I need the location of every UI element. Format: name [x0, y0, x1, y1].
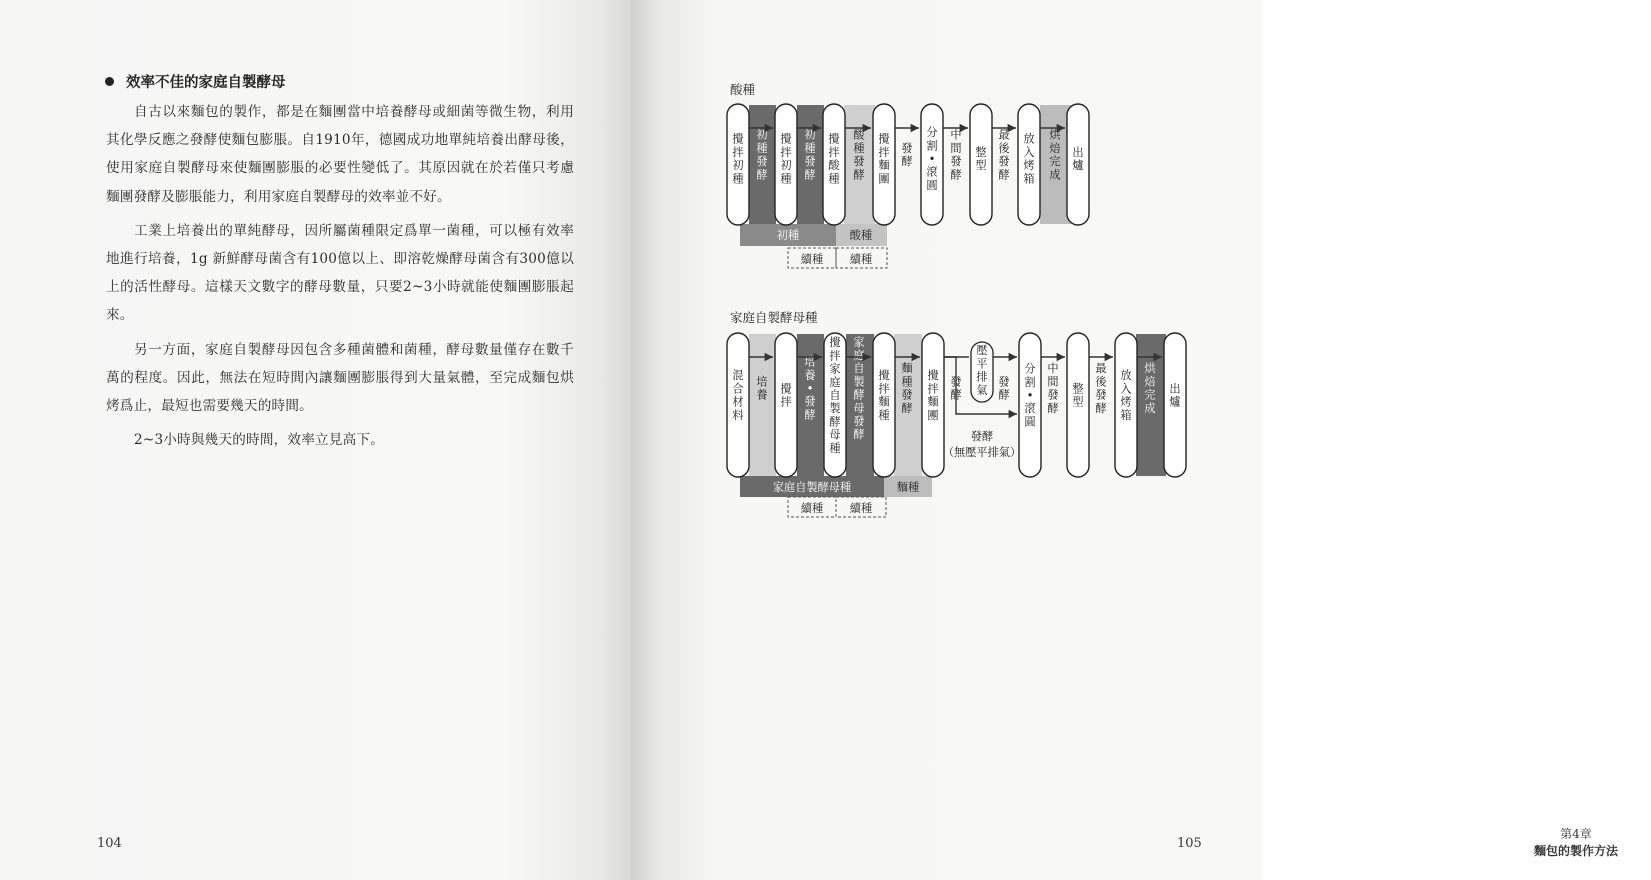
step-label: 發酵	[901, 141, 913, 169]
bar-label-suanzhong: 酸種	[849, 229, 873, 242]
dashed-label: 續種	[800, 253, 824, 266]
page-number-right: 105	[1177, 836, 1202, 851]
step-label: 壓平排氣	[976, 344, 988, 397]
step-label: 整型	[975, 145, 987, 173]
step-label: 攪拌麵團	[878, 132, 890, 186]
paragraph: 工業上培養出的單純酵母，因所屬菌種限定爲單一菌種，可以極有效率地進行培養，1g 新鮮酵母菌含有100億以上、即溶乾燥酵母菌含有300億以上的活性酵母。這樣天文數字的酵母數量，只要2~3小時就能使麵團膨脹起來。	[106, 222, 574, 324]
step-label: 出爐	[1072, 145, 1084, 173]
dashed-label: 續種	[849, 253, 873, 266]
dashed-label: 續種	[800, 502, 824, 515]
step-label: 混合材料	[732, 369, 744, 422]
branch-note: （無壓平排氣）	[942, 446, 1022, 459]
step-label: 出爐	[1169, 382, 1181, 409]
step-label: 中間發酵	[1047, 362, 1059, 415]
step-label: 分割•滾圓	[1024, 362, 1036, 429]
step-label: 中間發酵	[950, 128, 962, 182]
step-label: 攪拌家庭自製酵母種	[829, 336, 841, 455]
step-label: 發酵	[950, 375, 962, 402]
homemade-flowchart	[727, 333, 1186, 517]
step-label: 攪拌	[780, 382, 792, 409]
dashed-label: 續種	[849, 502, 873, 515]
step-label: 麵種發酵	[901, 362, 913, 415]
paragraph: 2~3小時與幾天的時間，效率立見高下。	[134, 432, 384, 449]
step-label: 攪拌初種	[780, 132, 792, 186]
chapter-footer	[1501, 826, 1651, 860]
branch-label: 發酵	[970, 430, 994, 443]
step-label: 烘焙完成	[1049, 128, 1061, 182]
step-label: 酸種發酵	[853, 128, 865, 182]
step-label: 家庭自製酵母發酵	[853, 335, 865, 442]
step-label: 培養	[756, 375, 768, 402]
step-label: 攪拌初種	[732, 132, 744, 186]
bar-label-mianzhong: 麵種	[896, 481, 920, 494]
step-label: 培養•發酵	[804, 355, 816, 422]
homemade-diagram-title: 家庭自製酵母種	[730, 310, 818, 325]
sourdough-diagram-title: 酸種	[730, 82, 756, 97]
page-number-left: 104	[97, 836, 122, 851]
step-label: 攪拌麵種	[878, 369, 890, 422]
step-label: 烘焙完成	[1144, 362, 1156, 415]
step-label: 初種發酵	[804, 128, 816, 182]
shade-band	[749, 334, 776, 476]
step-label: 攪拌麵團	[927, 369, 939, 422]
bar-label-chuzhong: 初種	[776, 229, 800, 242]
step-label: 攪拌酸種	[828, 132, 840, 186]
chapter-number: 第4章	[1560, 827, 1592, 841]
chapter-title: 麵包的製作方法	[1533, 844, 1618, 858]
paragraph: 另一方面，家庭自製酵母因包含多種菌體和菌種，酵母數量僅存在數千萬的程度。因此，無法在短時間內讓麵團膨脹得到大量氣體，至完成麵包烘烤爲止，最短也需要幾天的時間。	[106, 341, 574, 415]
step-label: 發酵	[998, 375, 1010, 402]
step-label: 最後發酵	[1095, 362, 1107, 415]
step-label: 分割•滾圓	[926, 126, 938, 192]
sourdough-flowchart	[727, 104, 1089, 268]
step-label: 整型	[1072, 382, 1084, 409]
bar-label-homemade: 家庭自製酵母種	[772, 481, 852, 494]
step-label: 最後發酵	[998, 128, 1010, 182]
step-label: 放入烤箱	[1023, 132, 1035, 186]
paragraph: 自古以來麵包的製作，都是在麵團當中培養酵母或細菌等微生物，利用其化學反應之發酵使麵包膨脹。自1910年，德國成功地單純培養出酵母後，使用家庭自製酵母來使麵團膨脹的必要性變低了。其原因就在於若僅只考慮麵團發酵及膨脹能力，利用家庭自製酵母的效率並不好。	[106, 104, 574, 205]
step-label: 初種發酵	[756, 128, 768, 182]
step-label: 放入烤箱	[1120, 369, 1132, 422]
section-heading: 效率不佳的家庭自製酵母	[105, 71, 286, 92]
